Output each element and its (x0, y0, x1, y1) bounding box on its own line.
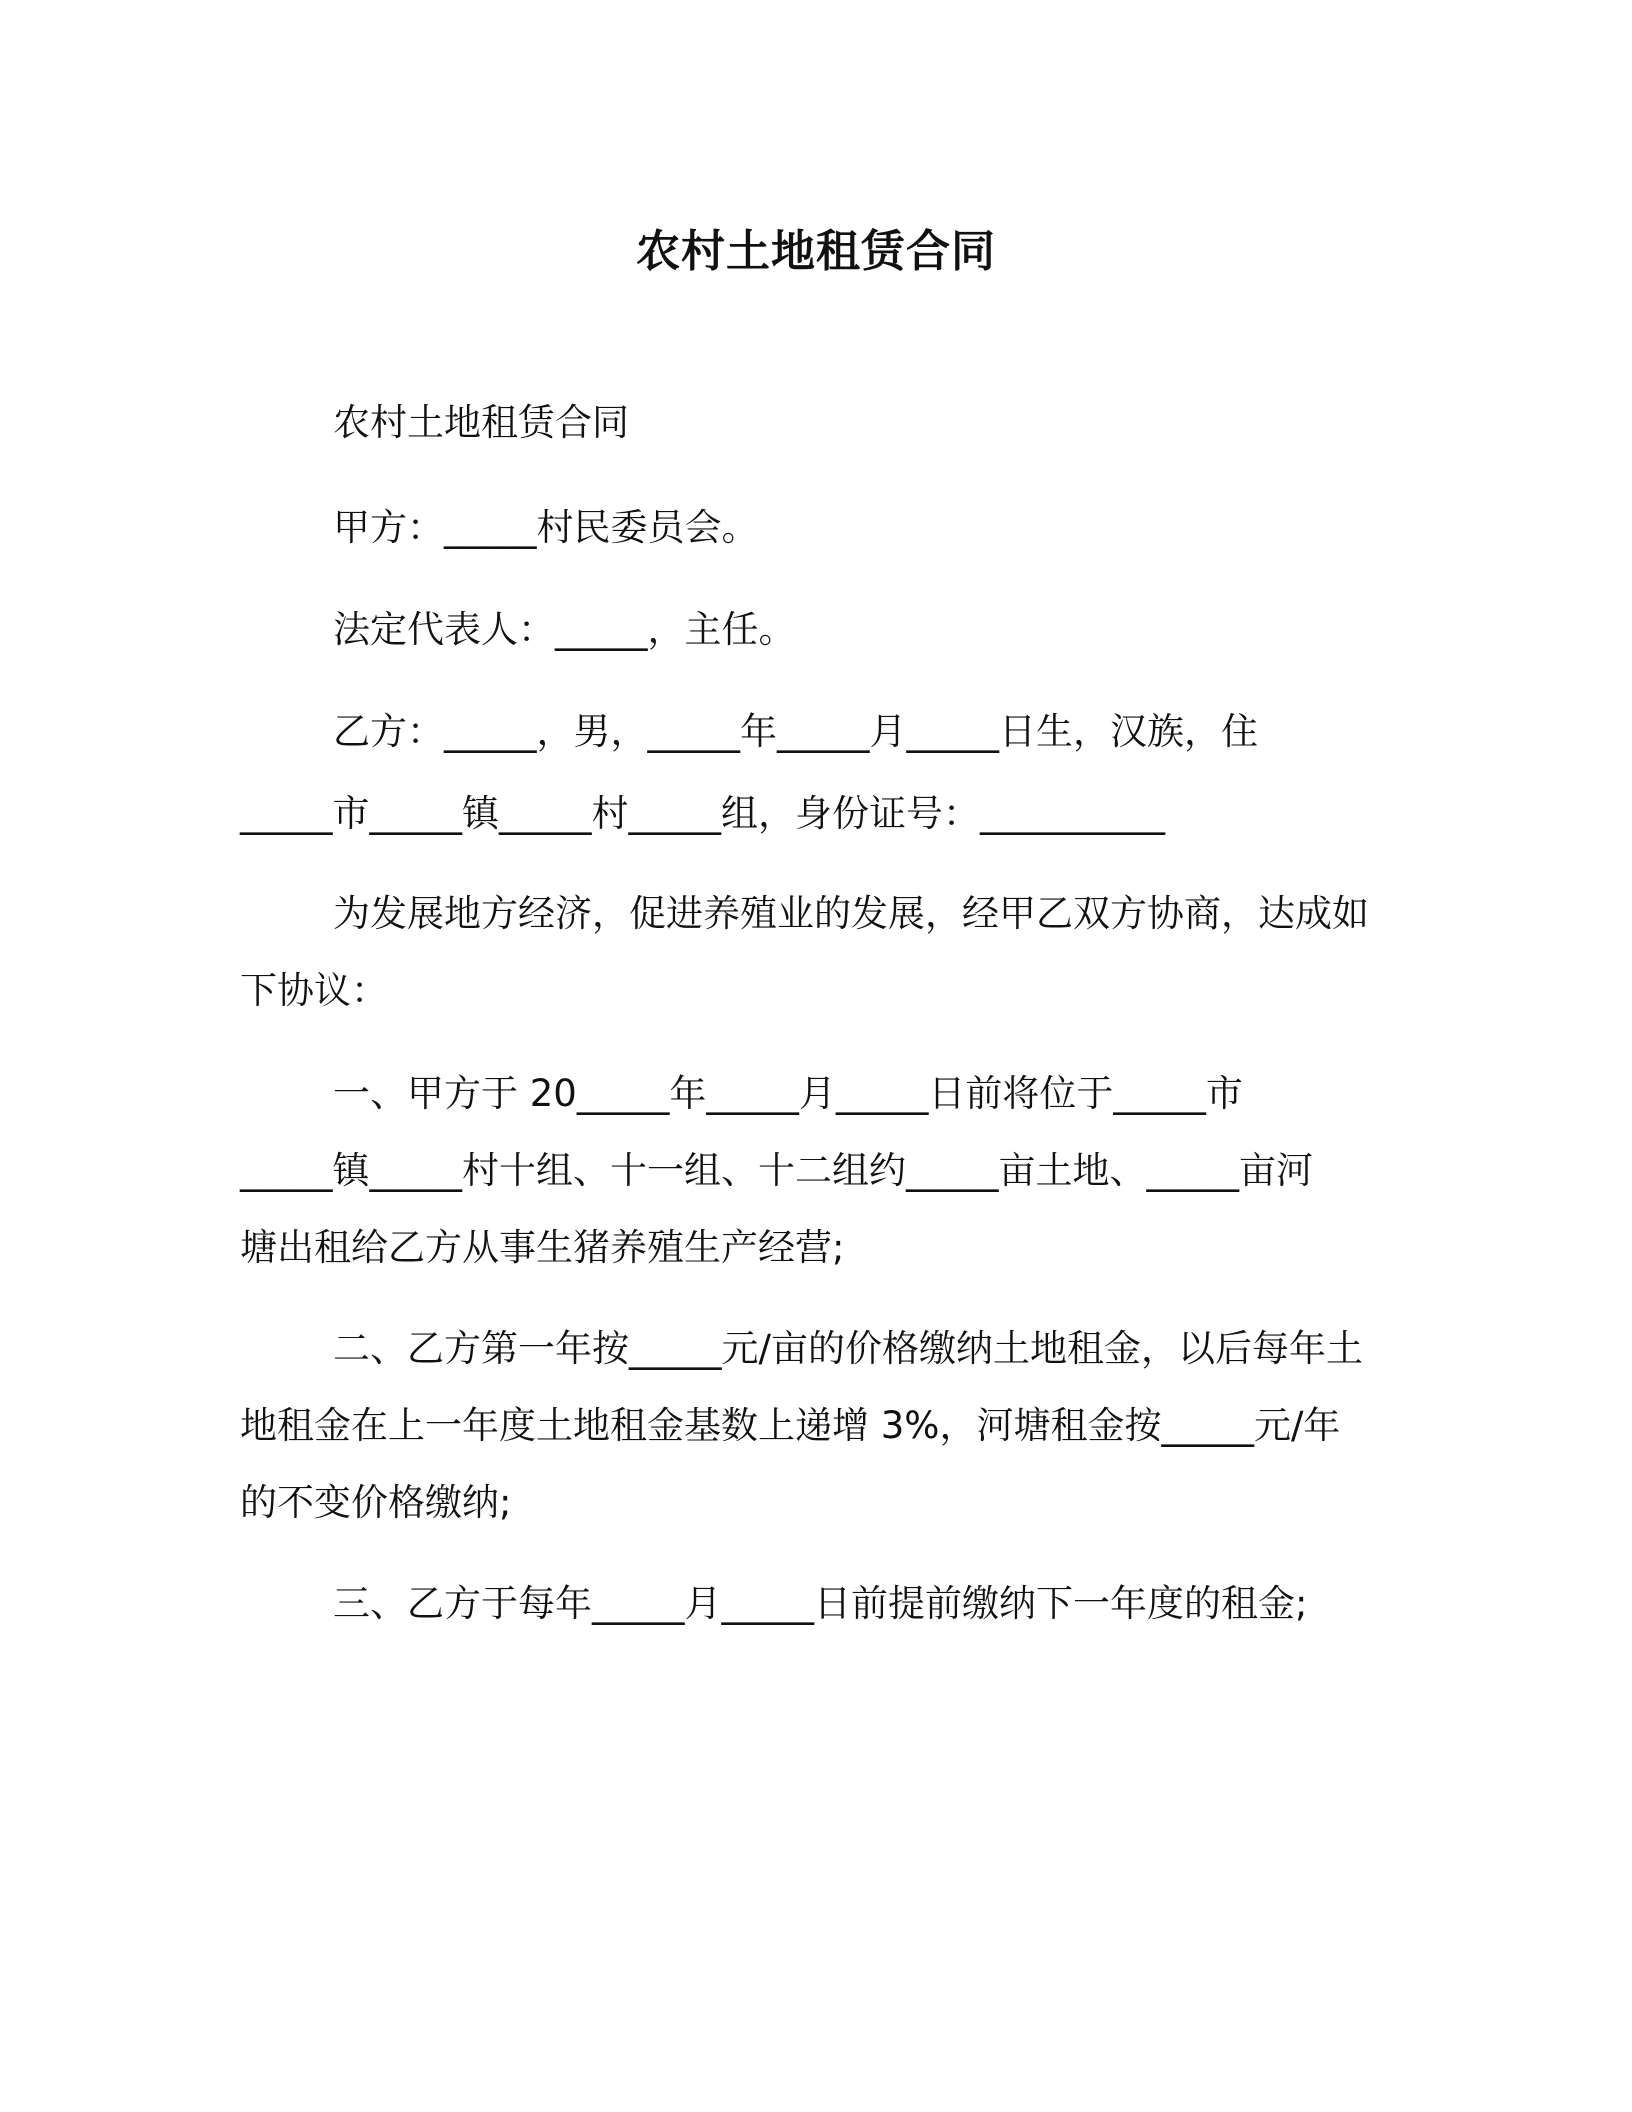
party-b-line: 乙方：_____，男，_____年_____月_____日生，汉族，住 (333, 710, 1258, 753)
document-title: 农村土地租赁合同 (636, 226, 996, 277)
clause-2-line: 二、乙方第一年按_____元/亩的价格缴纳土地租金，以后每年土 (333, 1327, 1363, 1370)
clause-1-line: 一、甲方于 20_____年_____月_____日前将位于_____市 (333, 1072, 1243, 1115)
clause-2-line-cont: 地租金在上一年度土地租金基数上递增 3%，河塘租金按_____元/年 (240, 1404, 1341, 1447)
subtitle-line: 农村土地租赁合同 (333, 401, 629, 444)
party-a-line: 甲方：_____村民委员会。 (333, 506, 759, 549)
clause-3-line: 三、乙方于每年_____月_____日前提前缴纳下一年度的租金; (333, 1582, 1308, 1625)
clause-2-line-end: 的不变价格缴纳; (240, 1481, 512, 1524)
preamble-line: 为发展地方经济，促进养殖业的发展，经甲乙双方协商，达成如 (333, 892, 1369, 935)
clause-1-line-end: 塘出租给乙方从事生猪养殖生产经营; (240, 1226, 845, 1269)
legal-representative-line: 法定代表人：_____，主任。 (333, 608, 796, 651)
party-b-address-line: _____市_____镇_____村_____组，身份证号：__________ (240, 792, 1165, 835)
clause-1-line-cont: _____镇_____村十组、十一组、十二组约_____亩土地、_____亩河 (240, 1149, 1313, 1192)
preamble-line-cont: 下协议： (240, 969, 388, 1012)
